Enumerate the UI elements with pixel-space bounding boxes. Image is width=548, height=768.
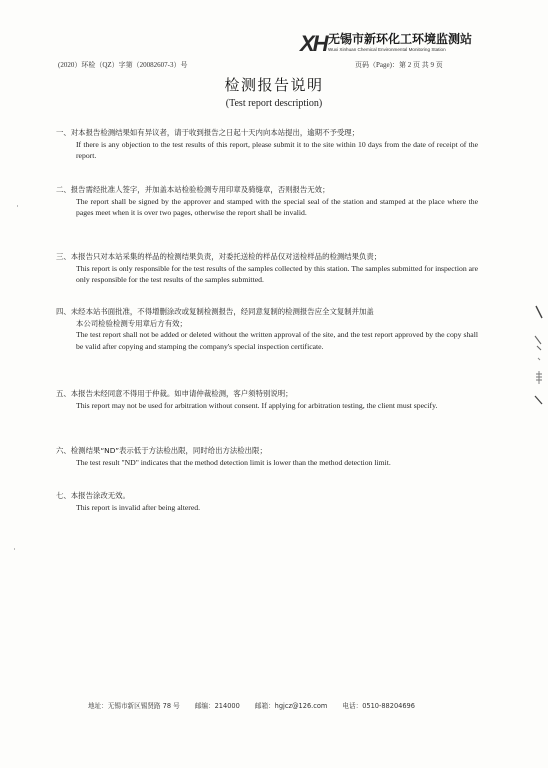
section-5 — [56, 388, 478, 411]
section-en-text: This report is invalid after being altered. — [76, 502, 201, 512]
logo-chinese-name: 无锡市新环化工环境监测站 — [328, 32, 473, 46]
footer-email: 邮箱：hgjcz@126.com — [254, 702, 328, 710]
section-cn-text: 七、本报告涂改无效。 — [56, 491, 130, 500]
section-3 — [56, 251, 478, 286]
page-indicator: 页码（Page)：第 2 页 共 9 页 — [355, 61, 443, 69]
section-6 — [56, 445, 478, 468]
section-4 — [56, 306, 478, 352]
section-cn-text: 六、检测结果“ND”表示低于方法检出限，同时给出方法检出限； — [56, 446, 267, 455]
logo-english-name: Wuxi Xinhuan Chemical Environmental Monitoring Station — [328, 47, 446, 52]
section-2 — [56, 184, 478, 219]
page-subtitle: (Test report description) — [225, 98, 323, 109]
footer-phone: 电话：0510-88204696 — [342, 702, 415, 710]
section-en-text: The test report shall not be added or deleted without the written approval of the site, and the test report approved by the copy shall be valid after copying and stamping the company's special inspection certificate. — [76, 330, 478, 351]
seam-seal-mark — [532, 304, 546, 408]
scan-speck — [14, 548, 15, 550]
section-en-text: The test result "ND" indicates that the method detection limit is lower than the method detection limit. — [76, 457, 391, 467]
section-cn-text: 一、对本报告检测结果如有异议者，请于收到报告之日起十天内向本站提出，逾期不予受理； — [56, 128, 360, 137]
contact-footer — [88, 700, 428, 710]
section-cn-text: 五、本报告未经同意不得用于仲裁。如申请仲裁检测，客户须特别说明； — [56, 389, 293, 398]
section-en-text: This report is only responsible for the test results of the samples collected by this station. The samples submitted for inspection are only responsible for the test results of the samples submitted. — [76, 263, 478, 284]
section-7 — [56, 490, 478, 513]
logo-mark: XH — [300, 31, 327, 56]
footer-address: 地址：无锡市新区锡贤路 78 号 — [88, 702, 180, 710]
section-cn-text: 四、未经本站书面批准，不得增删涂改或复制检测报告，经同意复制的检测报告应全文复制并加盖 — [56, 307, 374, 316]
page-title: 检测报告说明 — [224, 76, 324, 94]
section-en-text: The report shall be signed by the approver and stamped with the special seal of the station and stamped at the place where the pages meet when it is over two pages, otherwise the report shall be invalid. — [76, 196, 478, 217]
section-cn-text: 二、报告需经批准人签字，并加盖本站检验检测专用印章及骑缝章，否则报告无效； — [56, 185, 330, 194]
footer-postcode: 邮编：214000 — [194, 702, 240, 710]
station-logo — [300, 32, 500, 58]
section-cn-text-cont: 本公司检验检测专用章后方有效； — [76, 318, 187, 328]
certificate-number: (2020）环检（QZ）字第（20082607-3）号 — [58, 61, 188, 69]
section-cn-text: 三、本报告只对本站采集的样品的检测结果负责，对委托送检的样品仅对送检样品的检测结果负责； — [56, 252, 382, 261]
section-en-text: This report may not be used for arbitration without consent. If applying for arbitration testing, the client must specify. — [76, 400, 438, 410]
scan-speck — [17, 205, 18, 207]
section-1 — [56, 127, 478, 162]
section-en-text: If there is any objection to the test results of this report, please submit it to the site within 10 days from the date of receipt of the report. — [76, 139, 478, 160]
